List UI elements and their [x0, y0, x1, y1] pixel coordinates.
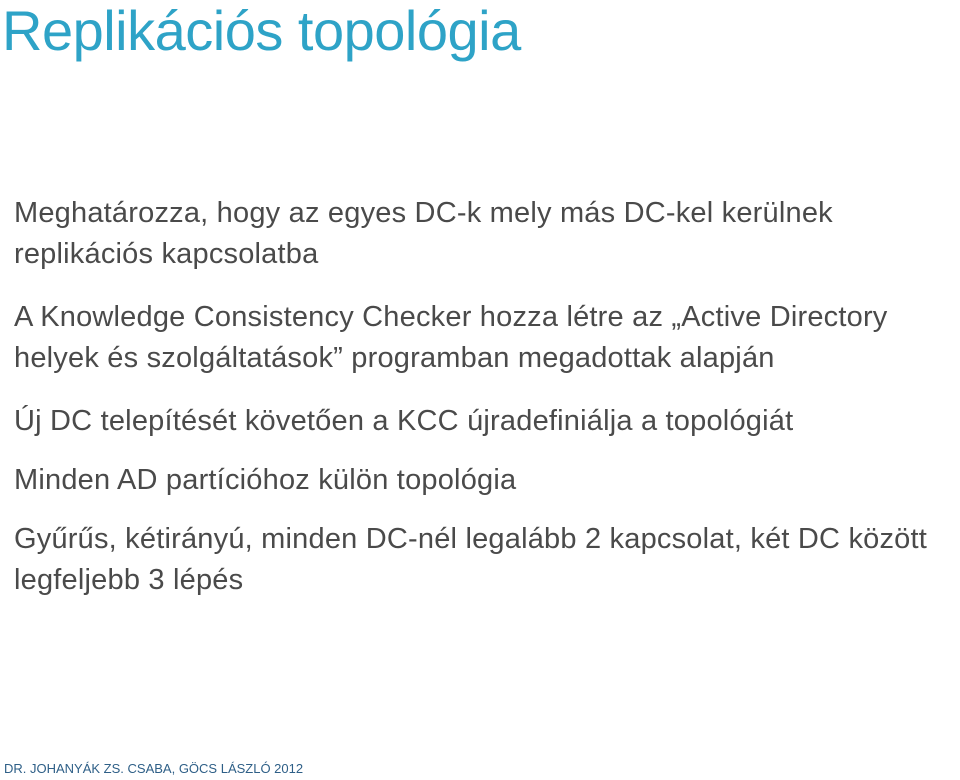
bullet-item: Minden AD partícióhoz külön topológia — [14, 464, 517, 496]
bullet-list — [14, 193, 954, 623]
bullet-item: Gyűrűs, kétirányú, minden DC-nél legalább 2 kapcsolat, két DC között legfeljebb 3 lépés — [14, 523, 928, 596]
slide-title: Replikációs topológia — [2, 0, 521, 62]
bullet-item: Meghatározza, hogy az egyes DC-k mely más DC-kel kerülnek replikációs kapcsolatba — [14, 197, 833, 270]
bullet-item: A Knowledge Consistency Checker hozza létre az „Active Directory helyek és szolgáltatások” programban megadottak alapján — [14, 301, 888, 374]
bullet-item: Új DC telepítését követően a KCC újradefiniálja a topológiát — [14, 405, 794, 437]
slide-footer: DR. JOHANYÁK ZS. CSABA, GÖCS LÁSZLÓ 2012 — [4, 761, 304, 776]
